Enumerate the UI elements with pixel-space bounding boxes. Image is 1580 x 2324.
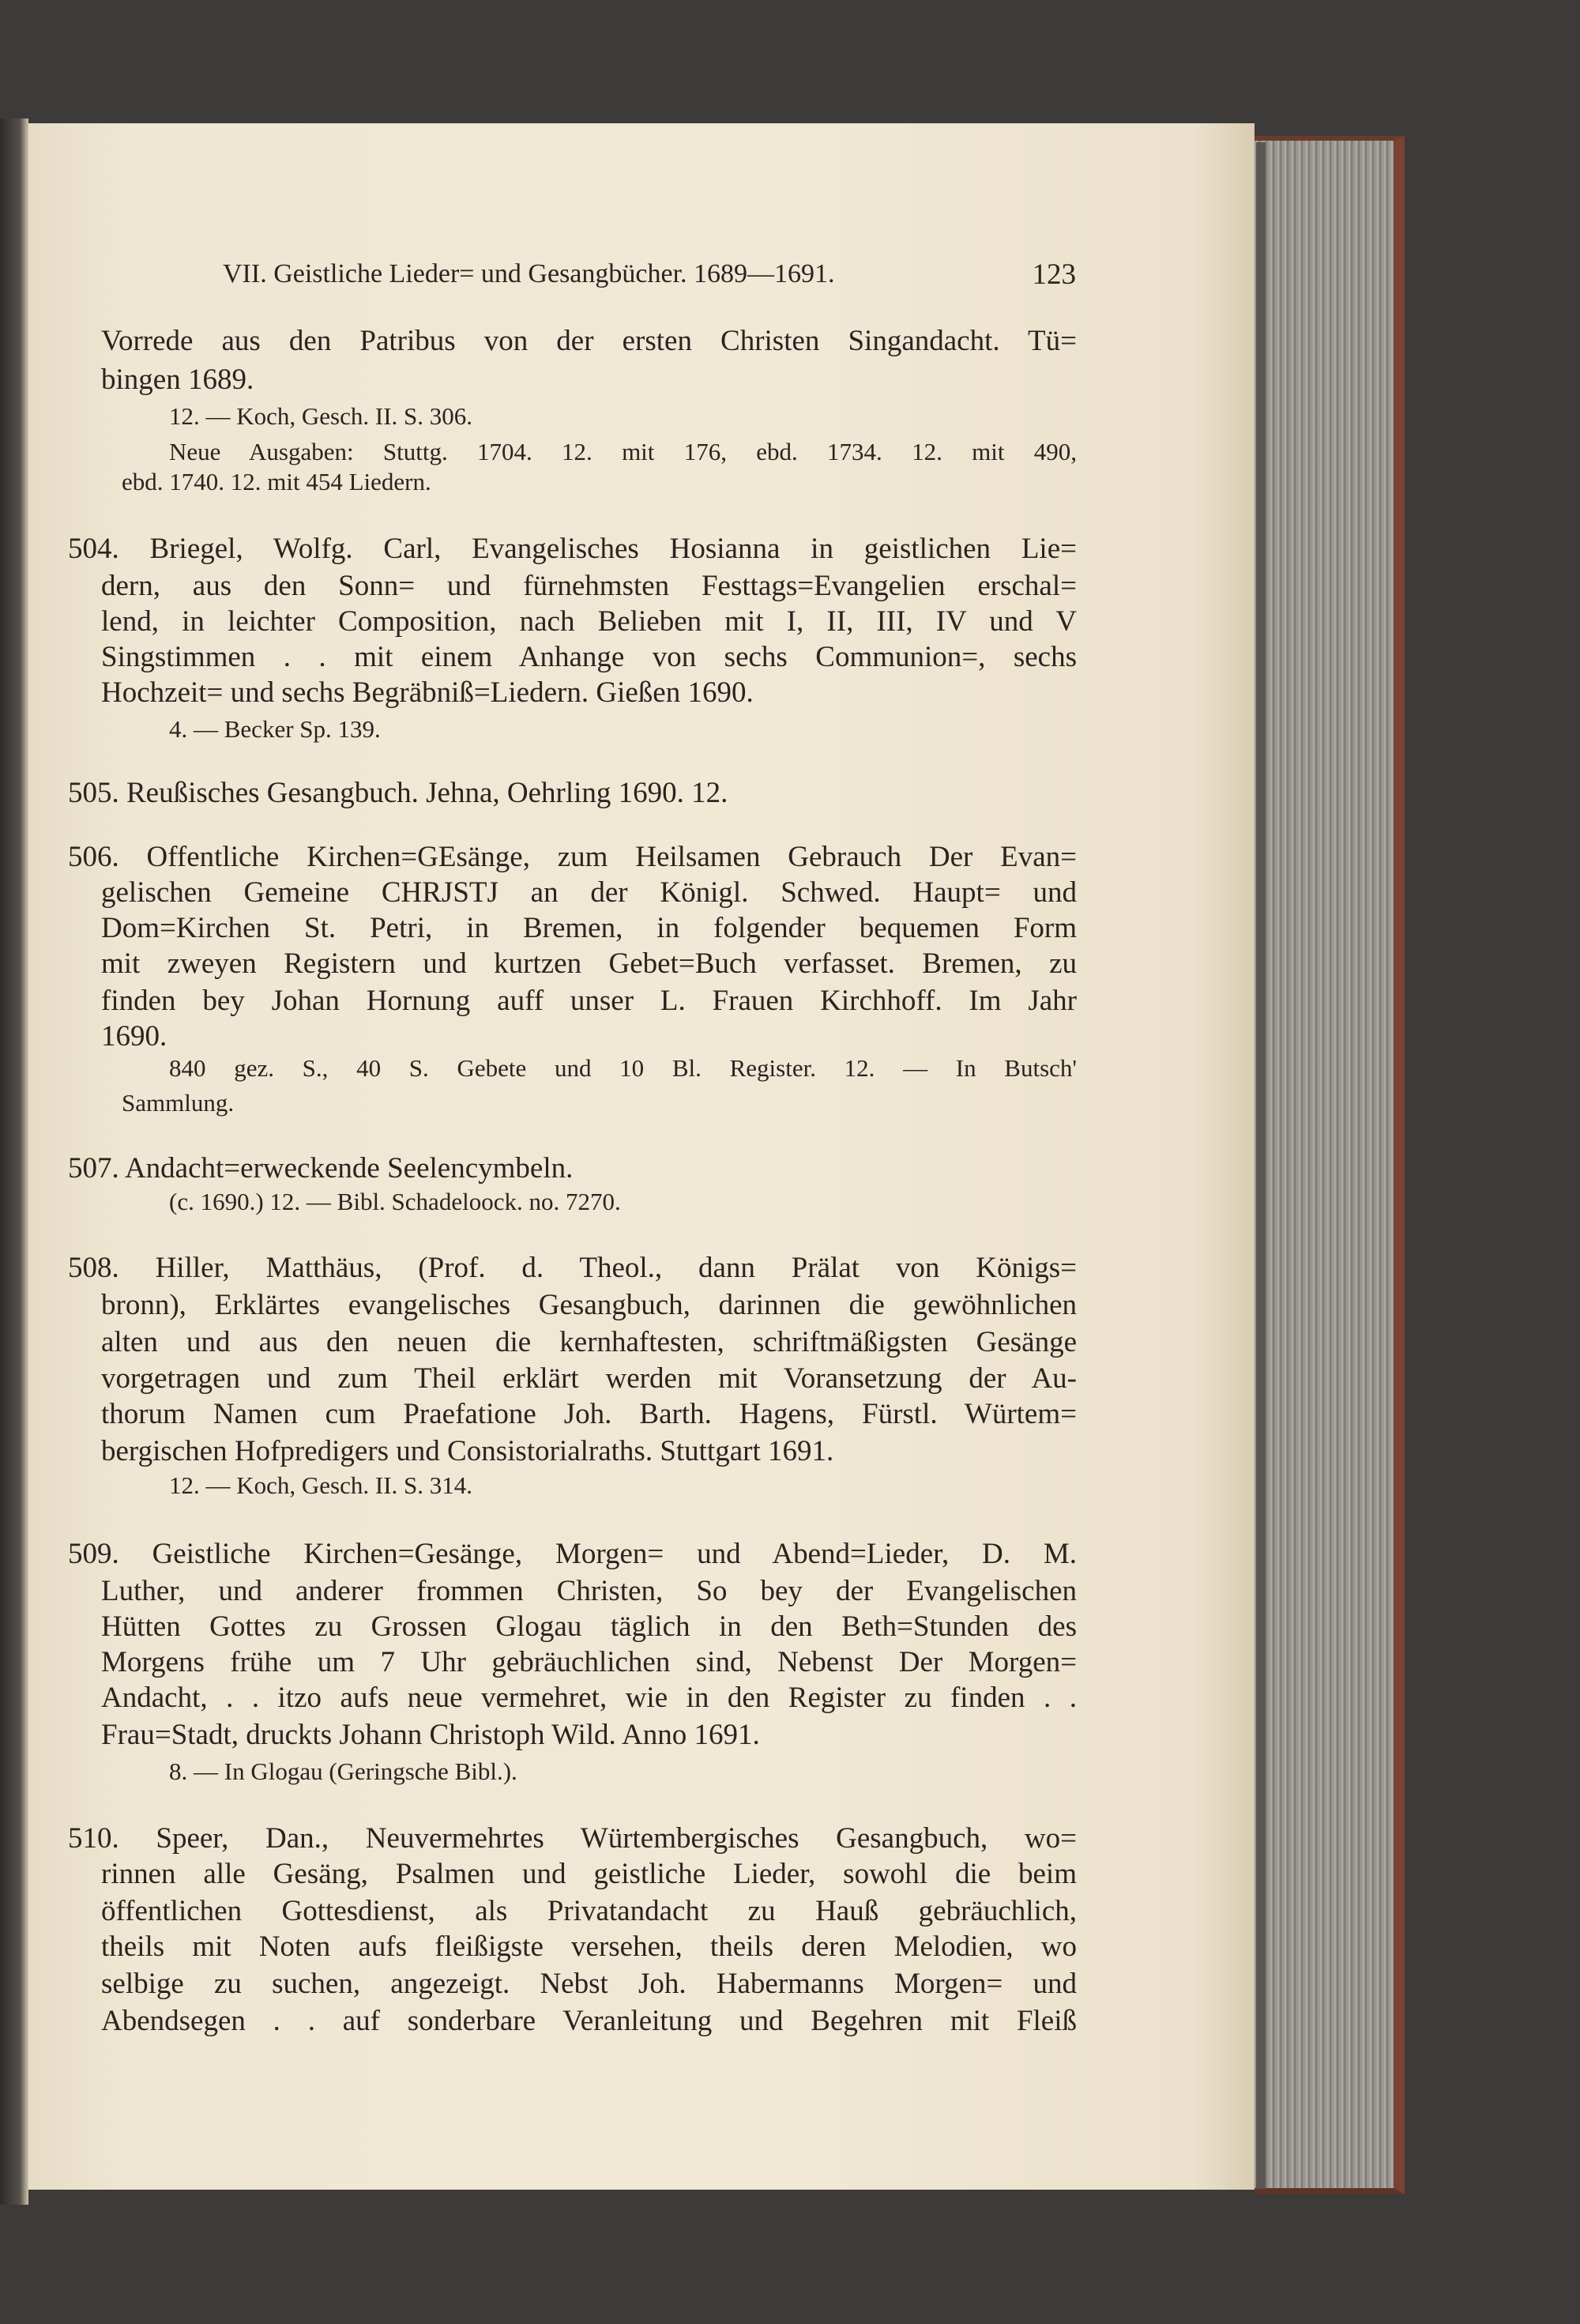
text-line: 504. Briegel, Wolfg. Carl, Evangelisches Hosianna in geistlichen Lie= xyxy=(68,533,1077,565)
text-line: lend, in leichter Composition, nach Belieben mit I, II, III, IV und V xyxy=(101,605,1077,638)
text-line: 505. Reußisches Gesangbuch. Jehna, Oehrling 1690. 12. xyxy=(68,777,728,809)
text-line: mit zweyen Registern und kurtzen Gebet=Buch verfasset. Bremen, zu xyxy=(101,947,1077,980)
page-number: 123 xyxy=(1032,258,1076,291)
note-line: ebd. 1740. 12. mit 454 Liedern. xyxy=(122,468,431,495)
text-line: alten und aus den neuen die kernhaftesten, schriftmäßigsten Gesänge xyxy=(101,1326,1077,1358)
text-line: Singstimmen . . mit einem Anhange von sechs Communion=, sechs xyxy=(101,641,1077,673)
text-line: 506. Offentliche Kirchen=GEsänge, zum Heilsamen Gebrauch Der Evan= xyxy=(68,841,1077,873)
text-line: bergischen Hofpredigers und Consistorialraths. Stuttgart 1691. xyxy=(101,1435,834,1467)
note-line: 4. — Becker Sp. 139. xyxy=(169,715,381,743)
text-line: Morgens frühe um 7 Uhr gebräuchlichen sind, Nebenst Der Morgen= xyxy=(101,1646,1077,1678)
note-line: (c. 1690.) 12. — Bibl. Schadeloock. no. 7270. xyxy=(169,1188,621,1215)
text-line: dern, aus den Sonn= und fürnehmsten Festtags=Evangelien erschal= xyxy=(101,570,1077,602)
text-line: bronn), Erklärtes evangelisches Gesangbuch, darinnen die gewöhnlichen xyxy=(101,1289,1077,1321)
text-line: Luther, und anderer frommen Christen, So bey der Evangelischen xyxy=(101,1575,1077,1607)
note-line: 840 gez. S., 40 S. Gebete und 10 Bl. Register. 12. — In Butsch' xyxy=(169,1054,1077,1082)
book-left-edge xyxy=(0,119,28,2205)
text-line: theils mit Noten aufs fleißigste versehen, theils deren Melodien, wo xyxy=(101,1930,1077,1963)
text-line: 509. Geistliche Kirchen=Gesänge, Morgen= und Abend=Lieder, D. M. xyxy=(68,1538,1077,1570)
text-line: Hütten Gottes zu Grossen Glogau täglich in den Beth=Stunden des xyxy=(101,1610,1077,1643)
text-line: Hochzeit= und sechs Begräbniß=Liedern. Gießen 1690. xyxy=(101,676,754,709)
text-line: Dom=Kirchen St. Petri, in Bremen, in folgender bequemen Form xyxy=(101,912,1077,944)
text-line: bingen 1689. xyxy=(101,363,254,396)
note-line: Neue Ausgaben: Stuttg. 1704. 12. mit 176, ebd. 1734. 12. mit 490, xyxy=(169,438,1077,465)
text-line: 510. Speer, Dan., Neuvermehrtes Würtembergisches Gesangbuch, wo= xyxy=(68,1822,1077,1855)
text-line: öffentlichen Gottesdienst, als Privatandacht zu Hauß gebräuchlich, xyxy=(101,1895,1077,1927)
running-header: VII. Geistliche Lieder= und Gesangbücher. 1689—1691. xyxy=(223,259,835,288)
text-line: 1690. xyxy=(101,1020,167,1053)
text-line: Abendsegen . . auf sonderbare Veranleitung und Begehren mit Fleiß xyxy=(101,2005,1077,2037)
text-line: rinnen alle Gesäng, Psalmen und geistliche Lieder, sowohl die beim xyxy=(101,1858,1077,1890)
text-line: Vorrede aus den Patribus von der ersten Christen Singandacht. Tü= xyxy=(101,325,1077,357)
text-line: selbige zu suchen, angezeigt. Nebst Joh. Habermanns Morgen= und xyxy=(101,1968,1077,2000)
note-line: 8. — In Glogau (Geringsche Bibl.). xyxy=(169,1757,517,1785)
text-line: 508. Hiller, Matthäus, (Prof. d. Theol., dann Prälat von Königs= xyxy=(68,1252,1077,1284)
text-line: Frau=Stadt, druckts Johann Christoph Wild. Anno 1691. xyxy=(101,1719,760,1751)
text-line: thorum Namen cum Praefatione Joh. Barth. Hagens, Fürstl. Würtem= xyxy=(101,1398,1077,1430)
text-line: 507. Andacht=erweckende Seelencymbeln. xyxy=(68,1152,574,1185)
book-edge-shadow xyxy=(1256,142,1266,2189)
note-line: 12. — Koch, Gesch. II. S. 306. xyxy=(169,402,473,430)
text-line: finden bey Johan Hornung auff unser L. Frauen Kirchhoff. Im Jahr xyxy=(101,985,1077,1017)
note-line: Sammlung. xyxy=(122,1089,235,1117)
text-line: Andacht, . . itzo aufs neue vermehret, wie in den Register zu finden . . xyxy=(101,1682,1077,1714)
text-line: gelischen Gemeine CHRJSTJ an der Königl. Schwed. Haupt= und xyxy=(101,876,1077,909)
note-line: 12. — Koch, Gesch. II. S. 314. xyxy=(169,1471,473,1499)
text-line: vorgetragen und zum Theil erklärt werden mit Voransetzung der Au- xyxy=(101,1362,1077,1395)
book-page-edges xyxy=(1255,136,1405,2194)
